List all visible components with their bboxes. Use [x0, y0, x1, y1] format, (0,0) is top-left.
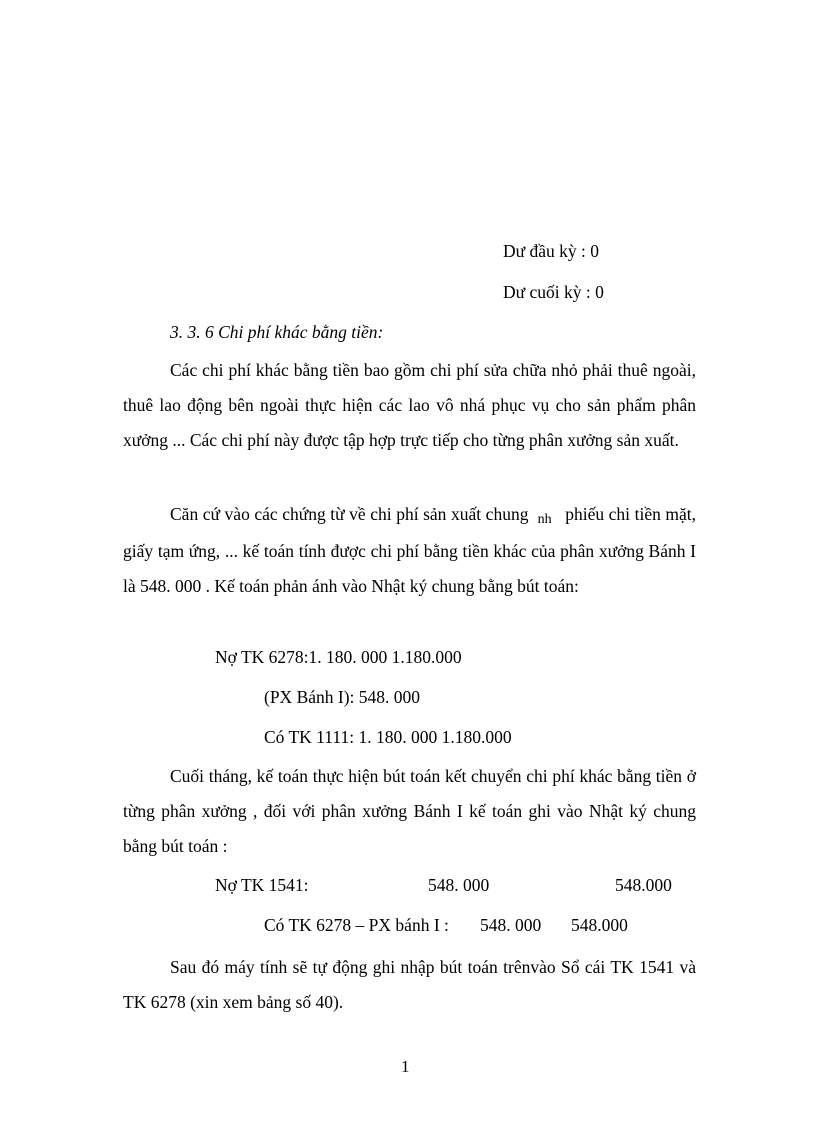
paragraph-documents [123, 497, 696, 604]
paragraph-other-costs: Các chi phí khác bằng tiền bao gồm chi phí sửa chữa nhỏ phải thuê ngoài, thuê lao động bên ngoài thực hiện các lao vô nhá phục vụ cho sản phẩm phân xưởng ... Các chi phí này được tập hợp trực tiếp cho từng phân xưởng sản xuất. [123, 360, 696, 450]
paragraph-documents-start: Căn cứ vào các chứng từ về chi phí sản xuất chung [170, 504, 529, 524]
entry2-debit-label: Nợ TK 1541: [215, 875, 309, 895]
entry2-debit-amount: 548. 000 [428, 875, 490, 895]
entry1-credit: Có TK 1111: 1. 180. 000 1.180.000 [264, 727, 512, 747]
entry2-debit-total: 548.000 [615, 875, 672, 895]
subscript-fragment: nh [537, 512, 552, 527]
entry1-debit: Nợ TK 6278:1. 180. 000 1.180.000 [215, 647, 462, 667]
entry2-credit-amount: 548. 000 [480, 915, 542, 935]
paragraph-month-end: Cuối tháng, kế toán thực hiện bút toán kết chuyển chi phí khác bằng tiền ở từng phân xưởng , đối với phân xưởng Bánh I kế toán ghi vào Nhật ký chung bằng bút toán : [123, 766, 696, 856]
entry2-credit-label: Có TK 6278 – PX bánh I : [264, 915, 449, 935]
paragraph-ledger: Sau đó máy tính sẽ tự động ghi nhập bút toán trênvào Sổ cái TK 1541 và TK 6278 (xin xem bảng số 40). [123, 957, 696, 1012]
closing-balance: Dư cuối kỳ : 0 [503, 282, 604, 302]
paragraph-documents-end: phiếu chi tiền mặt, giấy tạm ứng, ... kế toán tính được chi phí bằng tiền khác của phân xưởng Bánh I là 548. 000 . Kế toán phản ánh vào Nhật ký chung bằng bút toán: [123, 504, 697, 596]
section-heading: 3. 3. 6 Chi phí khác bằng tiền: [170, 322, 384, 342]
entry2-credit-total: 548.000 [571, 915, 628, 935]
entry1-detail: (PX Bánh I): 548. 000 [264, 687, 421, 707]
page-number: 1 [401, 1057, 410, 1076]
opening-balance: Dư đầu kỳ : 0 [503, 241, 600, 261]
